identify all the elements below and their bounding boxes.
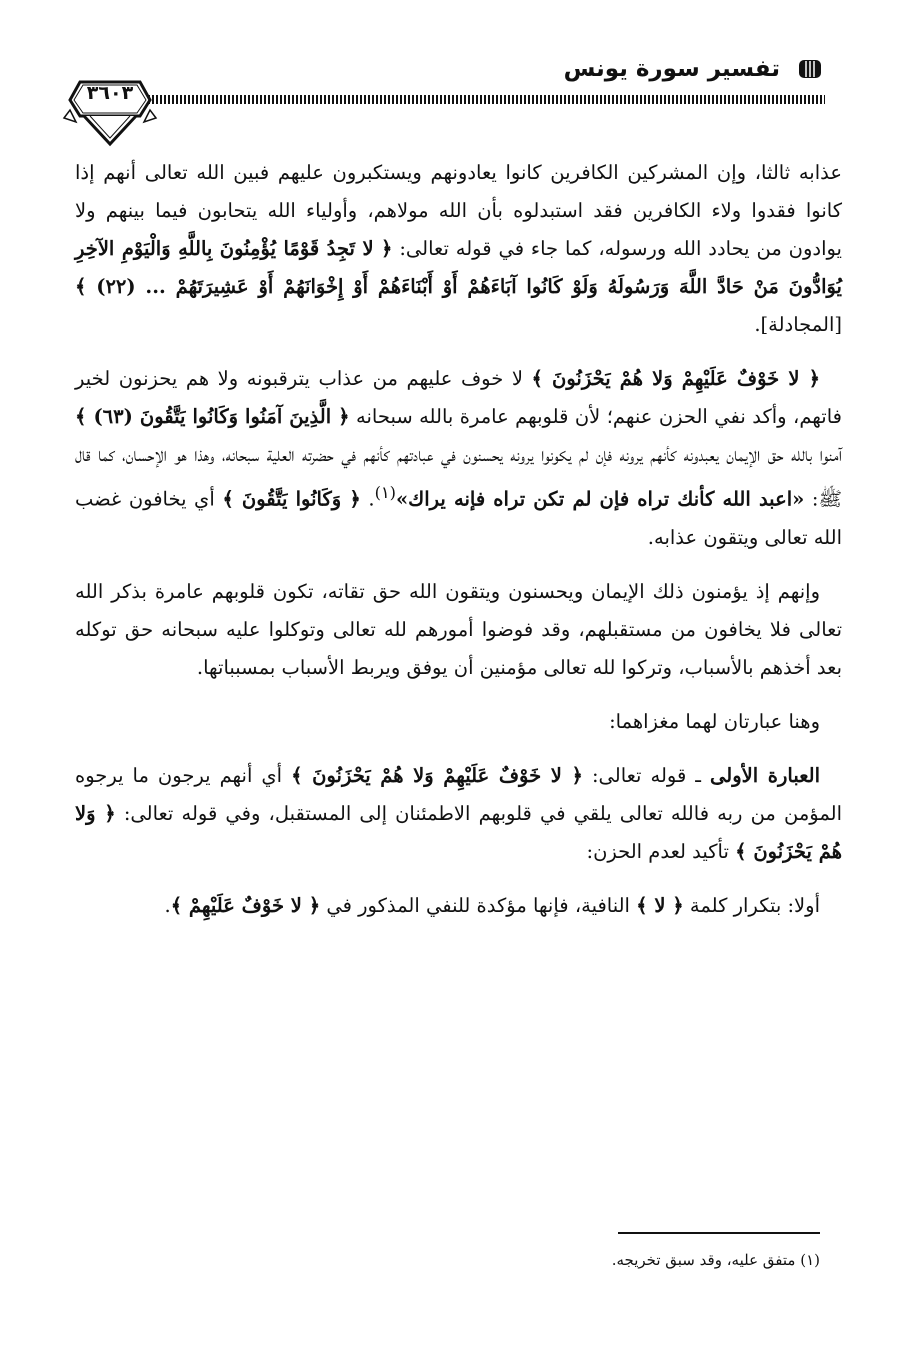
page-number: ٣٦٠٣ xyxy=(86,82,134,104)
quran-verse: ﴿ وَلا هُمْ يَحْزَنُونَ ﴾ xyxy=(75,801,842,863)
paragraph-text: الله يتحابون فيما بينهم ولا يوادون من يحادد الله ورسوله، كما جاء في قوله xyxy=(75,199,842,260)
ornament-icon xyxy=(798,58,822,80)
paragraph-text: . xyxy=(368,487,375,511)
quran-verse: ﴿ وَكَانُوا يَتَّقُونَ ﴾ xyxy=(222,487,361,511)
paragraph-text: آمنوا بالله حق الإيمان يعبدونه كأنهم يرونه فإن لم يكونوا يرونه يحسنون في عبادتهم كأنهم في حضرته العلية سبحانه، وهذا هو الإحسان، كما قال ﷺ: xyxy=(75,443,843,511)
paragraph-text: وهنا عبارتان لهما مغزاهما: xyxy=(609,709,820,733)
paragraph-text: [المجادلة]. xyxy=(754,313,842,336)
header-rule xyxy=(140,95,825,104)
paragraph-text: تعالى: xyxy=(392,237,449,260)
quran-verse: ﴿ الَّذِينَ آمَنُوا وَكَانُوا يَتَّقُونَ (٦٣) ﴾ xyxy=(75,405,350,428)
paragraph-text: أي أنهم يرجون ما يرجوه المؤمن من ربه فالله تعالى يلقي في قلوبهم الاطمئنان إلى المستقبل، وفي قوله تعالى: xyxy=(75,763,842,825)
paragraph-text: النافية، فإنها مؤكدة للنفي المذكور في xyxy=(320,893,637,917)
paragraph xyxy=(75,703,842,741)
paragraph-text: ـ قوله تعالى: xyxy=(582,763,711,787)
footnote: (١) متفق عليه، وقد سبق تخريجه. xyxy=(611,1251,820,1269)
quran-verse: ﴿ لا خَوْفٌ عَلَيْهِمْ ﴾ xyxy=(170,893,321,917)
quran-verse: ﴿ لا خَوْفٌ عَلَيْهِمْ وَلا هُمْ يَحْزَنُونَ ﴾ xyxy=(291,763,583,787)
header-title: تفسير سورة يونس xyxy=(563,56,780,82)
paragraph-text: لا خوف عليهم من عذاب يترقبونه ولا هم يحزنون لخير فاتهم، وأكد نفي الحزن عنهم؛ لأن قلوبهم عامرة بالله سبحانه xyxy=(75,367,842,428)
paragraph-text: تعالى أنهم إذا كانوا فقدوا ولاء الكافرين فقد استبدلوه بأن الله مولاهم، وأولياء xyxy=(75,161,842,222)
paragraph xyxy=(75,573,842,687)
paragraph-text: عذابه ثالثا، وإن المشركين الكافرين كانوا يعادونهم ويستكبرون عليهم فبين الله xyxy=(196,161,842,184)
paragraph-text: أي يخافون غضب الله تعالى ويتقون عذابه. xyxy=(75,487,842,549)
footnote-divider xyxy=(618,1232,820,1234)
page-header xyxy=(0,48,920,138)
quran-verse: ﴿ لا خَوْفٌ عَلَيْهِمْ وَلا هُمْ يَحْزَنُونَ ﴾ xyxy=(531,367,821,390)
section-lead: العبارة الأولى xyxy=(710,763,820,787)
page-body xyxy=(75,154,842,925)
quran-verse: ﴿ لا ﴾ xyxy=(636,893,684,917)
paragraph xyxy=(75,360,842,557)
footnote-ref[interactable]: (١) xyxy=(374,483,396,502)
paragraph xyxy=(75,154,842,344)
paragraph-text: تأكيد لعدم الحزن: xyxy=(586,839,736,863)
hadith-quote: «اعبد الله كأنك تراه فإن لم تكن تراه فإنه يراك» xyxy=(395,487,805,511)
paragraph-text: أولا: بتكرار كلمة xyxy=(683,893,820,917)
paragraph xyxy=(75,887,842,925)
paragraph-text: . xyxy=(164,893,171,917)
paragraph-text: وإنهم إذ يؤمنون ذلك الإيمان ويحسنون ويتقون الله حق تقاته، تكون قلوبهم عامرة بذكر الله تعالى فلا يخافون من مستقبلهم، وقد فوضوا أمورهم لله تعالى وتوكلوا عليه سبحانه حق توكله بعد أخذهم بالأسباب، وتركوا لله تعالى مؤمنين أن يوفق ويربط الأسباب بمسبباتها. xyxy=(75,579,842,679)
quran-verse: ﴿ لا تَجِدُ قَوْمًا يُؤْمِنُونَ بِاللَّهِ وَالْيَوْمِ الآخِرِ يُوَادُّونَ مَنْ حَادَّ اللَّهَ وَرَسُولَهُ وَلَوْ كَانُوا آبَاءَهُمْ أَوْ أَبْنَاءَهُمْ أَوْ إِخْوَانَهُمْ أَوْ عَشِيرَتَهُمْ ... (٢٢) ﴾ xyxy=(75,237,842,298)
paragraph xyxy=(75,757,842,871)
